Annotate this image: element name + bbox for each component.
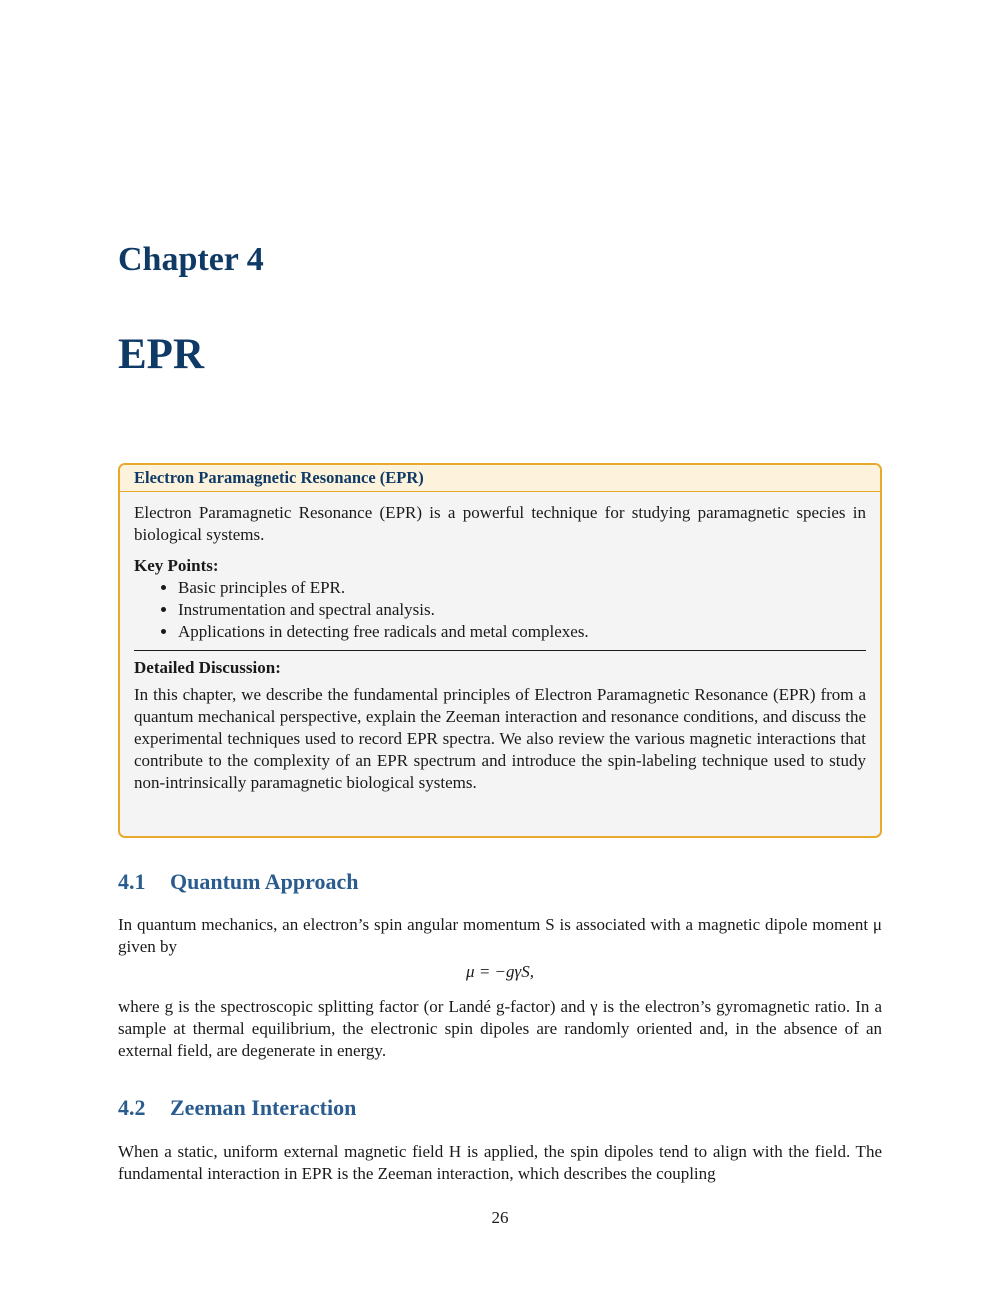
key-points-heading: Key Points: xyxy=(134,556,219,575)
paragraph: where g is the spectroscopic splitting factor (or Landé g-factor) and γ is the electron’s gyromagnetic ratio. In a sample at thermal equilibrium, the electronic spin dipoles are randomly oriented and, in the absence of an external field, are degenerate in energy. xyxy=(118,997,882,1060)
summary-intro: Electron Paramagnetic Resonance (EPR) is a powerful technique for studying paramagnetic species in biological systems. xyxy=(134,503,866,544)
equation: μ = −gγS, xyxy=(466,962,534,981)
key-point-item: • Basic principles of EPR. xyxy=(178,577,866,599)
section-heading-4-1 xyxy=(118,869,358,895)
discussion-heading: Detailed Discussion: xyxy=(134,658,281,677)
summary-box-body xyxy=(120,492,880,794)
section-title: Quantum Approach xyxy=(170,869,359,894)
page-number: 26 xyxy=(491,1208,509,1227)
paragraph: In quantum mechanics, an electron’s spin angular momentum S is associated with a magnetic dipole moment μ given by xyxy=(118,915,882,956)
section-title: Zeeman Interaction xyxy=(170,1095,357,1120)
key-point-item: • Applications in detecting free radicals and metal complexes. xyxy=(178,621,866,643)
paragraph: When a static, uniform external magnetic field H is applied, the spin dipoles tend to align with the field. The fundamental interaction in EPR is the Zeeman interaction, which describes the coupling xyxy=(118,1142,882,1183)
key-points-list xyxy=(134,577,866,643)
chapter-title: EPR xyxy=(118,331,204,378)
section-heading-4-2 xyxy=(118,1095,356,1121)
summary-box-header: Electron Paramagnetic Resonance (EPR) xyxy=(120,465,880,492)
key-point-item: • Instrumentation and spectral analysis. xyxy=(178,599,866,621)
discussion-text: In this chapter, we describe the fundamental principles of Electron Paramagnetic Resonance (EPR) from a quantum mechanical perspective, explain the Zeeman interaction and resonance conditions, and discuss the experimental techniques used to record EPR spectra. We also review the various magnetic interactions that contribute to the complexity of an EPR spectrum and introduce the spin-labeling technique used to study non-intrinsically paramagnetic biological systems. xyxy=(134,685,866,792)
chapter-label: Chapter 4 xyxy=(118,241,264,278)
section-number: 4.1 xyxy=(118,869,146,894)
section-number: 4.2 xyxy=(118,1095,146,1120)
box-divider xyxy=(134,650,866,651)
summary-box xyxy=(118,463,882,838)
